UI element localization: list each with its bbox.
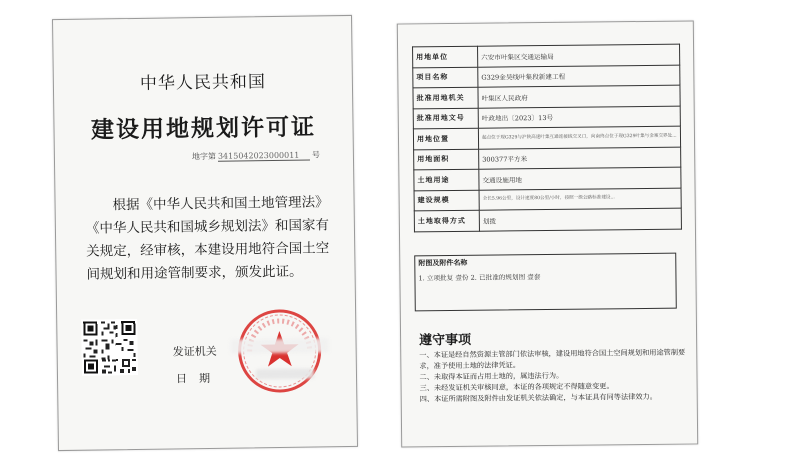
permit-detail-page — [397, 20, 698, 447]
table-row — [414, 208, 681, 231]
country-name: 中华人民共和国 — [139, 72, 267, 94]
issuer-label: 发证机关 — [172, 344, 217, 359]
row-value: 叶政地出〔2023〕13号 — [478, 106, 680, 129]
table-row — [413, 65, 680, 88]
row-key: 项目名称 — [413, 67, 478, 88]
row-value: 划拨 — [479, 208, 681, 231]
permit-number-suffix: 号 — [311, 150, 320, 160]
row-key: 用地单位 — [413, 46, 478, 67]
row-key: 用地位置 — [413, 128, 478, 149]
row-value: 六安市叶集区交通运输局 — [478, 44, 680, 67]
permit-number-value: 3415042023000011 — [218, 151, 310, 162]
row-value: 起点位于现G329与沪陕高速叶集互通连接线交叉口，向南终点位于现G329叶集与金寨交界处... — [478, 126, 680, 149]
row-key: 土地用途 — [414, 169, 479, 190]
table-row — [413, 85, 680, 108]
notes-list — [419, 347, 688, 405]
permit-number-label: 地字第 — [191, 151, 216, 162]
permit-cover-page — [52, 15, 358, 451]
qr-code — [81, 319, 138, 376]
row-value: 300377平方米 — [479, 147, 681, 170]
list-item: 三、未经发证机关审核同意，本证的各项规定不得随意变更。 — [419, 381, 614, 393]
notes-title: 遵守事项 — [419, 332, 472, 349]
table-row — [414, 167, 681, 190]
table-row — [414, 188, 681, 211]
table-row — [414, 147, 681, 170]
row-key: 建设规模 — [414, 190, 479, 211]
table-row — [413, 126, 680, 149]
permit-details-table — [412, 44, 682, 232]
list-item: 一、本证是经自然资源主管部门依法审核，建设用地符合国土空间规划和用途管制要求，准予使用土地的法律凭证。 — [419, 347, 686, 371]
date-redaction-blur — [256, 368, 314, 379]
row-value: 叶集区人民政府 — [478, 85, 680, 108]
table-row — [413, 44, 680, 67]
attachments-list: 1. 立项批复 壹份 2. 已批准的规划图 壹套 — [418, 273, 541, 283]
row-key: 土地取得方式 — [414, 210, 479, 231]
row-key: 批准用地文号 — [413, 108, 478, 129]
permit-number — [192, 149, 320, 162]
date-label: 日期 — [175, 371, 223, 386]
redaction-blur — [230, 338, 328, 353]
permit-title: 建设用地规划许可证 — [90, 114, 317, 144]
permit-body-text: 根据《中华人民共和国土地管理法》《中华人民共和国城乡规划法》和国家有关规定，经审核，本建设用地符合国土空间规划和用途管制要求，颁发此证。 — [85, 194, 330, 283]
attachments-title: 附图及附件名称 — [418, 258, 468, 268]
row-value: 全长5.96公里，设计速度80公里/小时，按照一级公路标准建设... — [479, 188, 681, 211]
row-key: 批准用地机关 — [413, 87, 478, 108]
row-value: 交通设施用地 — [479, 167, 681, 190]
list-item: 二、未取得本证而占用土地的，属违法行为。 — [419, 370, 564, 382]
table-row — [413, 106, 680, 129]
row-value: G329金吴线叶集段新建工程 — [478, 65, 680, 88]
list-item: 四、本证所需附图及附件由发证机关依法确定，与本证具有同等法律效力。 — [419, 391, 657, 404]
row-key: 用地面积 — [414, 149, 479, 170]
attachments-box — [414, 253, 677, 312]
